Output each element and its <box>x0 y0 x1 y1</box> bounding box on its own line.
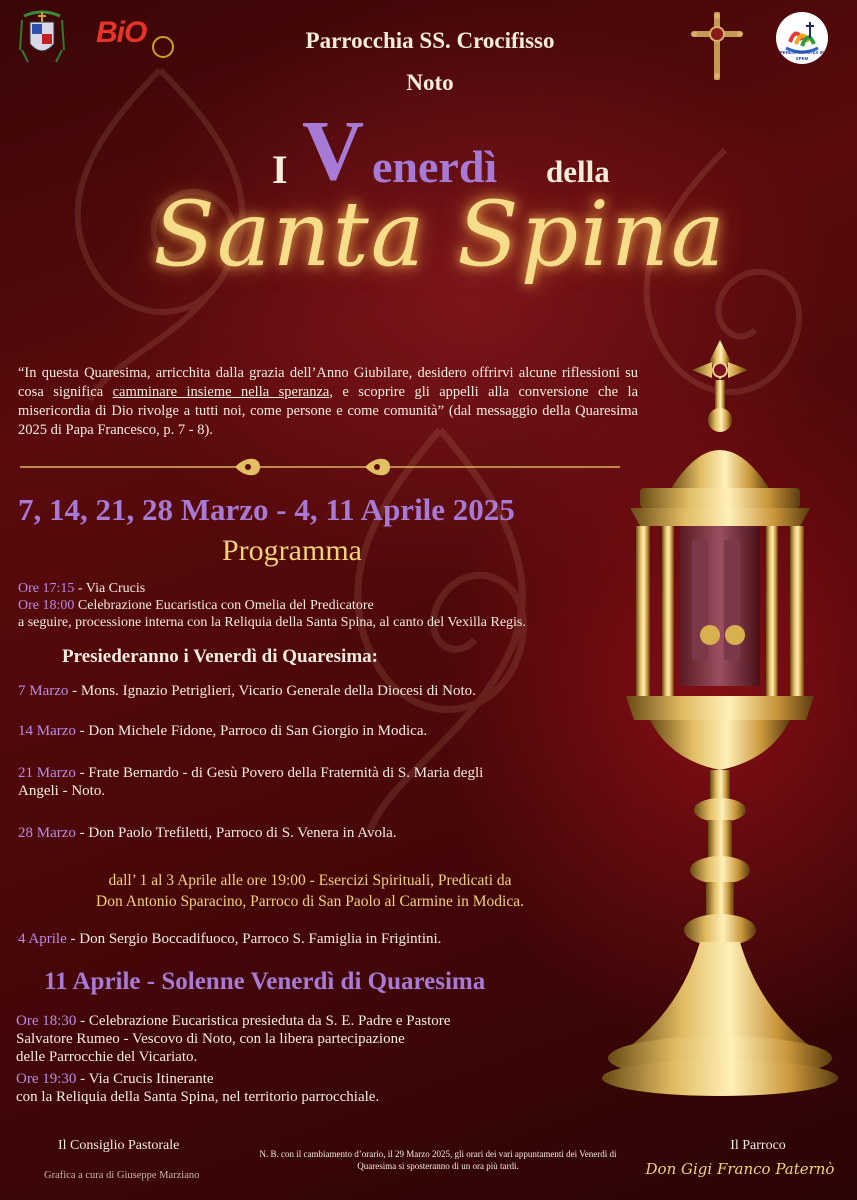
preside-date-2: 14 Marzo <box>18 723 76 739</box>
esercizi-line-2: Don Antonio Sparacino, Parroco di San Paolo al Carmine in Modica. <box>96 893 524 910</box>
preside-date-3: 21 Marzo <box>18 765 76 781</box>
preside-item-2 <box>18 722 618 740</box>
bio-logo-text: BiO <box>96 16 147 49</box>
solenne-line-5: con la Reliquia della Santa Spina, nel territorio parrocchiale. <box>16 1089 380 1105</box>
title-big-letter: V <box>302 102 365 198</box>
title-word-rest: enerdì <box>372 141 498 192</box>
solenne-time-2: Ore 19:30 <box>16 1071 77 1087</box>
programma-line-2 <box>18 597 638 614</box>
programma-text-2: Celebrazione Eucaristica con Omelia del Predicatore <box>74 598 374 613</box>
aprile4-text: - Don Sergio Boccadifuoco, Parroco S. Famiglia in Frigintini. <box>66 931 442 947</box>
solenne-time-1: Ore 18:30 <box>16 1013 77 1029</box>
diocese-coat-of-arms-icon <box>18 10 66 68</box>
programma-line-1 <box>18 580 638 597</box>
preside-item-4 <box>18 824 618 842</box>
solenne-line-4 <box>16 1070 616 1088</box>
esercizi-line-1 <box>10 870 610 891</box>
programma-text-1: - Via Crucis <box>74 581 146 596</box>
quote-paragraph <box>18 364 638 440</box>
preside-item-3 <box>18 764 618 800</box>
footer-note: N. B. con il cambiamento d’orario, il 29 Marzo 2025, gli orari dei vari appuntamenti dei Venerdì di Quaresima si sposteranno di un ora più tardi. <box>259 1149 617 1171</box>
solenne-line-1 <box>16 1012 616 1030</box>
event-dates: 7, 14, 21, 28 Marzo - 4, 11 Aprile 2025 <box>18 492 515 527</box>
footer-parroco-signature: Don Gigi Franco Paternò <box>645 1160 835 1178</box>
programma-time-1: Ore 17:15 <box>18 581 75 596</box>
title-della: della <box>546 154 610 189</box>
programma-block <box>18 580 638 631</box>
preside-item-1 <box>18 682 618 700</box>
preside-text-3b: Angeli - Noto. <box>18 783 106 799</box>
bio-logo <box>96 16 176 62</box>
preside-date-1: 7 Marzo <box>18 683 69 699</box>
footer-council: Il Consiglio Pastorale <box>58 1138 180 1153</box>
gold-divider <box>20 456 620 478</box>
title-line <box>0 100 857 198</box>
jubilee-badge-text: PEREGRINANTES IN SPEM <box>779 50 825 61</box>
parish-name: Parrocchia SS. Crocifisso <box>305 28 555 53</box>
preside-date-4: 28 Marzo <box>18 825 76 841</box>
solenne-heading: 11 Aprile - Solenne Venerdì di Quaresima <box>44 968 486 995</box>
jubilee-badge <box>776 12 828 64</box>
programma-time-2: Ore 18:00 <box>18 598 75 613</box>
preside-text-2: - Don Michele Fidone, Parroco di San Giorgio in Modica. <box>75 723 428 739</box>
esercizi-block <box>10 870 610 912</box>
aprile4-item <box>18 930 618 948</box>
solenne-line-2: Salvatore Rumeo - Vescovo di Noto, con la libera partecipazione <box>16 1031 405 1047</box>
solenne-block <box>16 1012 616 1106</box>
preside-text-3: - Frate Bernardo - di Gesù Povero della Fraternità di S. Maria degli <box>75 765 484 781</box>
solenne-text-1: - Celebrazione Eucaristica presieduta da S. E. Padre e Pastore <box>76 1013 451 1029</box>
solenne-text-4: - Via Crucis Itinerante <box>76 1071 214 1087</box>
esercizi-what: - Esercizi Spirituali, Predicati da <box>305 872 512 889</box>
quote-part1: “In questa Quaresima, arricchita dalla grazia dell’Anno Giubilare, desidero offrirvi alcune riflessioni su cosa significa <box>18 365 638 400</box>
preside-text-1: - Mons. Ignazio Petriglieri, Vicario Generale della Diocesi di Noto. <box>68 683 476 699</box>
esercizi-when: dall’ 1 al 3 Aprile alle ore 19:00 <box>108 872 306 889</box>
city-name: Noto <box>406 70 454 95</box>
programma-title: Programma <box>222 534 362 567</box>
quote-part2: , e scoprire gli appelli alla conversione che la misericordia di Dio rivolge a tutti noi, come persone e come comunità” (dal messaggio della Quaresima 2025 di Papa Francesco, p. 7 - 8). <box>18 384 638 438</box>
solenne-line-3: delle Parrocchie del Vicariato. <box>16 1049 198 1065</box>
presiederanno-heading: Presiederanno i Venerdì di Quaresima: <box>62 646 378 667</box>
title-script: Santa Spina <box>153 182 727 287</box>
quote-underlined: camminare insieme nella speranza <box>112 384 330 400</box>
footer-credit: Grafica a cura di Giuseppe Marziano <box>44 1170 200 1181</box>
bio-logo-ring-icon <box>152 36 174 58</box>
programma-line-3: a seguire, processione interna con la Reliquia della Santa Spina, al canto del Vexilla Regis. <box>18 615 526 630</box>
footer-parroco-title: Il Parroco <box>730 1138 786 1153</box>
preside-text-4: - Don Paolo Trefiletti, Parroco di S. Venera in Avola. <box>75 825 397 841</box>
title-pre: I <box>272 147 288 192</box>
aprile4-date: 4 Aprile <box>18 931 67 947</box>
reliquary-illustration <box>600 330 850 1110</box>
ornate-cross-icon <box>690 12 744 80</box>
